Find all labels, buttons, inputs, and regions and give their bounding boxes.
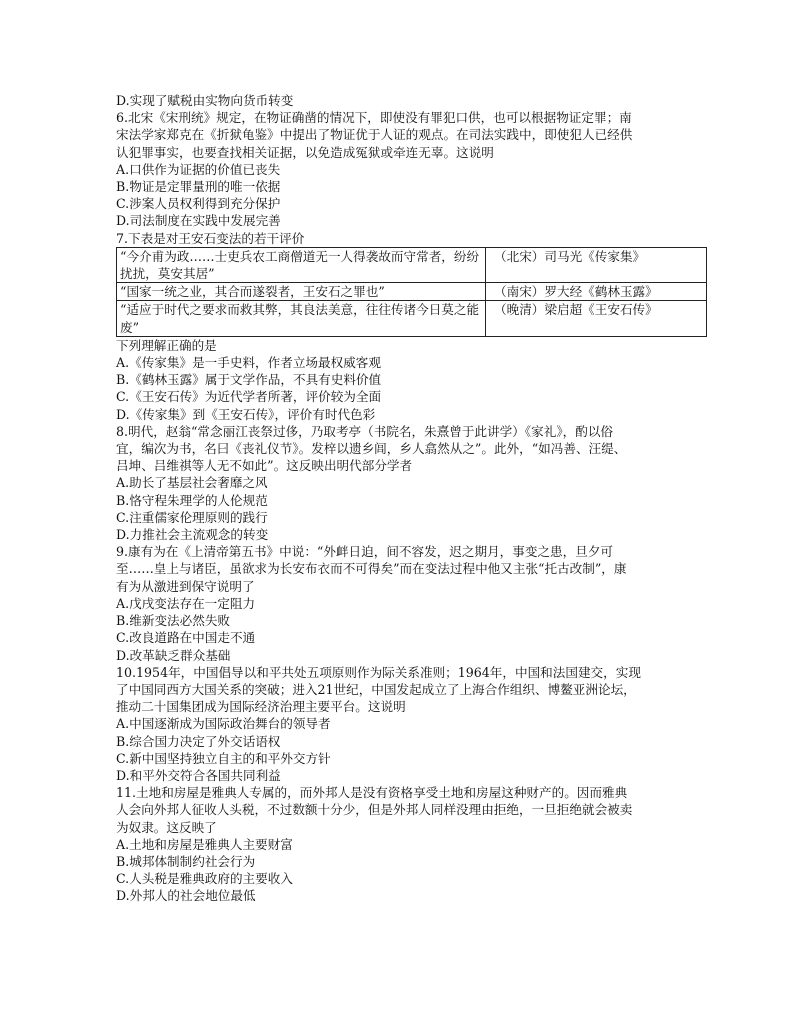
q9-option-a: A.戊戌变法存在一定阻力 xyxy=(116,595,256,611)
q8-stem-line: 吕坤、吕维祺等人无不如此”。这反映出明代部分学者 xyxy=(116,458,413,474)
q8-option-d: D.力推社会主流观念的转变 xyxy=(116,527,269,543)
q7-option-a: A.《传家集》是一手史料，作者立场最权威客观 xyxy=(116,355,381,371)
q11-option-a: A.土地和房屋是雅典人主要财富 xyxy=(116,836,293,852)
q10-option-a: A.中国逐渐成为国际政治舞台的领导者 xyxy=(116,716,331,732)
q8-option-a: A.助长了基层社会奢靡之风 xyxy=(116,475,268,491)
q7-prompt: 下列理解正确的是 xyxy=(116,337,217,353)
table-row xyxy=(117,301,707,336)
q10-stem-line: 了中国同西方大国关系的突破；进入21世纪，中国发起成立了上海合作组织、博鳌亚洲论坛， xyxy=(116,681,636,697)
q10-option-d: D.和平外交符合各国共同利益 xyxy=(116,767,281,783)
question-6 xyxy=(116,109,712,229)
q9-stem-line: 有为从激进到保守说明了 xyxy=(116,578,255,594)
question-9 xyxy=(116,543,712,663)
q7-stem: 7.下表是对王安石变法的若干评价 xyxy=(116,230,305,246)
table-row xyxy=(117,247,707,282)
evaluation-quote: “国家一统之业，其合而遂裂者，王安石之罪也” xyxy=(117,283,486,301)
exam-page xyxy=(116,92,712,905)
q7-option-b: B.《鹤林玉露》属于文学作品，不具有史料价值 xyxy=(116,372,382,388)
evaluation-source: （晚清）梁启超《王安石传》 xyxy=(486,301,707,336)
q10-stem-line: 推动二十国集团成为国际经济治理主要平台。这说明 xyxy=(116,699,406,715)
evaluation-table xyxy=(116,247,707,337)
q7-option-d: D.《传家集》到《王安石传》，评价有时代色彩 xyxy=(116,406,376,422)
q11-option-d: D.外邦人的社会地位最低 xyxy=(116,888,256,904)
evaluation-quote: “今介甫为政……士吏兵农工商僧道无一人得袭故而守常者，纷纷扰扰，莫安其居” xyxy=(117,247,486,282)
q6-stem-line: 宋法学家郑克在《折狱龟鉴》中提出了物证优于人证的观点。在司法实践中，即使犯人已经供 xyxy=(116,127,633,143)
q6-option-b: B.物证是定罪量刑的唯一依据 xyxy=(116,179,281,195)
question-11 xyxy=(116,784,712,904)
q6-stem-line: 认犯罪事实，也要查找相关证据，以免造成冤狱或牵连无辜。这说明 xyxy=(116,144,494,160)
q6-option-c: C.涉案人员权利得到充分保护 xyxy=(116,196,281,212)
q10-option-c: C.新中国坚持独立自主的和平外交方针 xyxy=(116,750,331,766)
q8-option-c: C.注重儒家伦理原则的践行 xyxy=(116,509,268,525)
q10-stem-line: 10.1954年，中国倡导以和平共处五项原则作为际关系准则；1964年，中国和法国建交，实现 xyxy=(116,664,641,680)
question-7 xyxy=(116,230,712,423)
q8-option-b: B.恪守程朱理学的人伦规范 xyxy=(116,492,268,508)
q11-stem-line: 人会向外邦人征收人头税，不过数额十分少，但是外邦人同样没理由拒绝，一旦拒绝就会被卖 xyxy=(116,802,633,818)
q6-option-d: D.司法制度在实践中发展完善 xyxy=(116,213,281,229)
question-10 xyxy=(116,664,712,784)
question-8 xyxy=(116,423,712,543)
evaluation-quote: “适应于时代之要求而救其弊，其良法美意，往往传诸今日莫之能废” xyxy=(117,301,486,336)
q6-option-a: A.口供作为证据的价值已丧失 xyxy=(116,161,281,177)
q8-stem-line: 宜，编次为书，名曰《丧礼仪节》。发梓以遗乡闾，乡人翕然从之”。此外，“如冯善、汪缇、 xyxy=(116,441,627,457)
q9-stem-line: 9.康有为在《上清帝第五书》中说：“外衅日迫，间不容发，迟之期月，事变之患，旦夕可 xyxy=(116,544,614,560)
q7-option-c: C.《王安石传》为近代学者所著，评价较为全面 xyxy=(116,389,382,405)
q10-option-b: B.综合国力决定了外交话语权 xyxy=(116,733,281,749)
q8-stem-line: 8.明代，赵翁“常念丽江丧祭过侈，乃取考亭（书院名，朱熹曾于此讲学）《家礼》，酌以俗 xyxy=(116,423,614,439)
q11-stem-line: 为奴隶。这反映了 xyxy=(116,819,217,835)
q11-option-b: B.城邦体制制约社会行为 xyxy=(116,853,256,869)
q6-stem-line: 6.北宋《宋刑统》规定，在物证确凿的情况下，即使没有罪犯口供，也可以根据物证定罪；南 xyxy=(116,110,632,126)
q9-option-b: B.维新变法必然失败 xyxy=(116,613,231,629)
q9-option-d: D.改革缺乏群众基础 xyxy=(116,647,231,663)
q9-stem-line: 至……皇上与诸臣，虽欲求为长安布衣而不可得矣”而在变法过程中他又主张“托古改制”，康 xyxy=(116,561,627,577)
q11-option-c: C.人头税是雅典政府的主要收入 xyxy=(116,871,293,887)
evaluation-source: （南宋）罗大经《鹤林玉露》 xyxy=(486,283,707,301)
q9-option-c: C.改良道路在中国走不通 xyxy=(116,630,256,646)
q5-option-d: D.实现了赋税由实物向货币转变 xyxy=(116,93,294,108)
evaluation-source: （北宋）司马光《传家集》 xyxy=(486,247,707,282)
table-row xyxy=(117,283,707,301)
q11-stem-line: 11.土地和房屋是雅典人专属的，而外邦人是没有资格享受土地和房屋这种财产的。因而雅典 xyxy=(116,785,628,801)
